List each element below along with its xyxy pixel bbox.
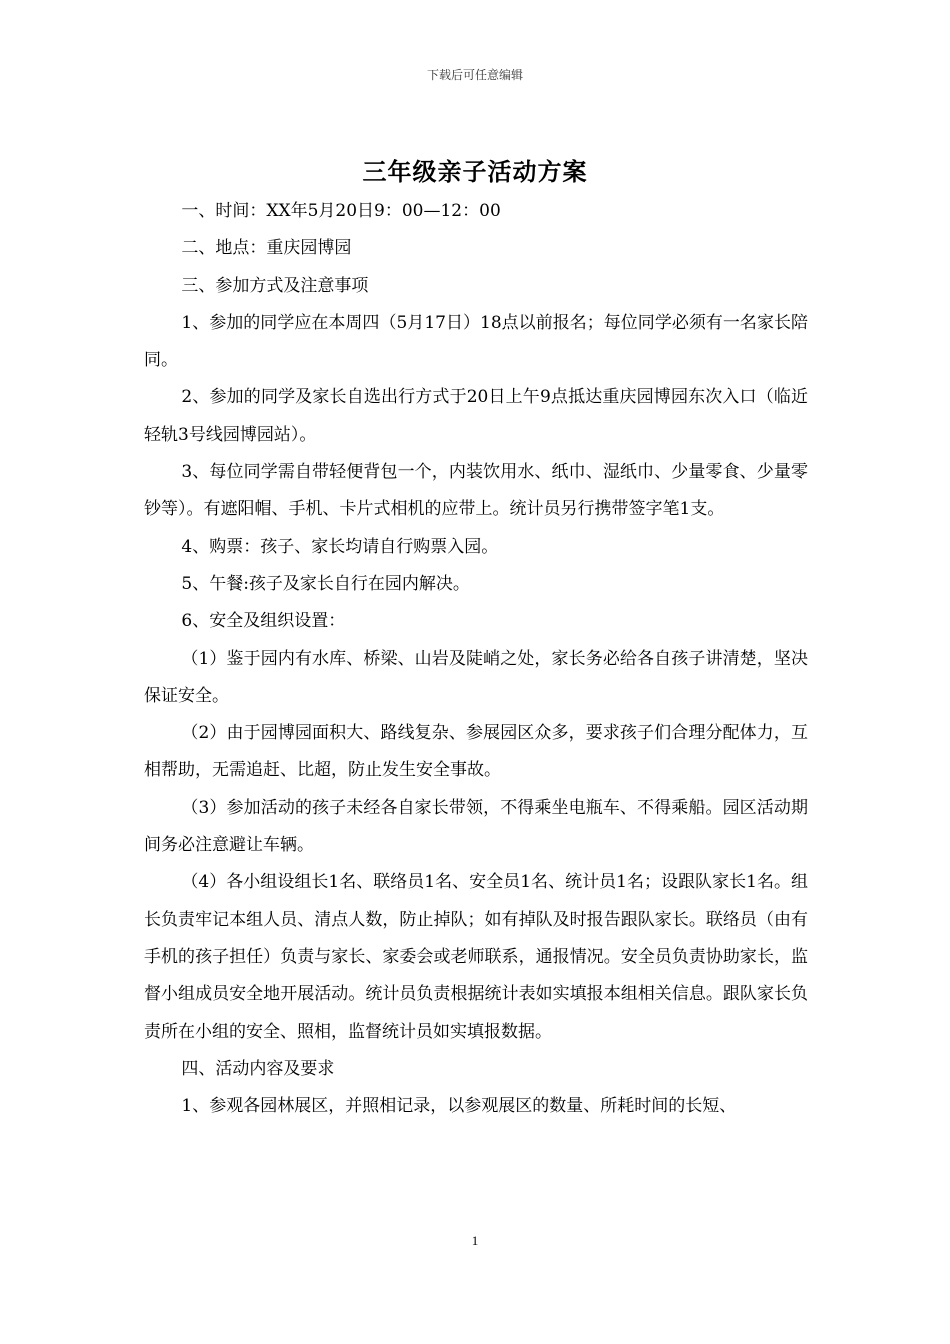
paragraph-item-4: 4、购票：孩子、家长均请自行购票入园。	[181, 536, 499, 557]
paragraph-subitem-3: （3）参加活动的孩子未经各自家长带领，不得乘坐电瓶车、不得乘船。园区活动期间务必注意避让车辆。	[144, 797, 808, 856]
paragraph-item-1: 1、参加的同学应在本周四（5月17日）18点以前报名；每位同学必须有一名家长陪同。	[144, 312, 808, 371]
paragraph-item-2: 2、参加的同学及家长自选出行方式于20日上午9点抵达重庆园博园东次入口（临近轻轨3号线园博园站）。	[144, 387, 808, 445]
document-title: 三年级亲子活动方案	[362, 157, 588, 186]
paragraph-subitem-1: （1）鉴于园内有水库、桥梁、山岩及陡峭之处，家长务必给各自孩子讲清楚，坚决保证安全。	[144, 648, 808, 706]
paragraph-section-4-item-1: 1、参观各园林展区，并照相记录，以参观展区的数量、所耗时间的长短、	[181, 1096, 737, 1117]
paragraph-item-3: 3、每位同学需自带轻便背包一个，内装饮用水、纸巾、湿纸巾、少量零食、少量零钞等）。有遮阳帽、手机、卡片式相机的应带上。统计员另行携带签字笔1支。	[144, 462, 808, 520]
paragraph-subitem-4: （4）各小组设组长1名、联络员1名、安全员1名、统计员1名；设跟队家长1名。组长负责牢记本组人员、清点人数，防止掉队；如有掉队及时报告跟队家长。联络员（由有手机的孩子担任）负责与家长、家委会或老师联系，通报情况。安全员负责协助家长，监督小组成员安全地开展活动。统计员负责根据统计表如实填报本组相关信息。跟队家长负责所在小组的安全、照相，监督统计员如实填报数据。	[144, 872, 808, 1042]
paragraph-time: 一、时间：XX年5月20日9：00—12：00	[181, 201, 501, 221]
paragraph-item-6: 6、安全及组织设置：	[181, 611, 346, 632]
paragraph-section-3-heading: 三、参加方式及注意事项	[181, 275, 369, 296]
paragraph-section-4-heading: 四、活动内容及要求	[181, 1058, 335, 1079]
paragraph-item-5: 5、午餐:孩子及家长自行在园内解决。	[181, 573, 470, 594]
page-number: 1	[471, 1233, 479, 1248]
header-note: 下载后可任意编辑	[426, 68, 523, 82]
document-body	[144, 193, 808, 1125]
paragraph-subitem-2: （2）由于园博园面积大、路线复杂、参展园区众多，要求孩子们合理分配体力，互相帮助，无需追赶、比超，防止发生安全事故。	[144, 723, 808, 781]
paragraph-location: 二、地点：重庆园博园	[181, 238, 352, 259]
